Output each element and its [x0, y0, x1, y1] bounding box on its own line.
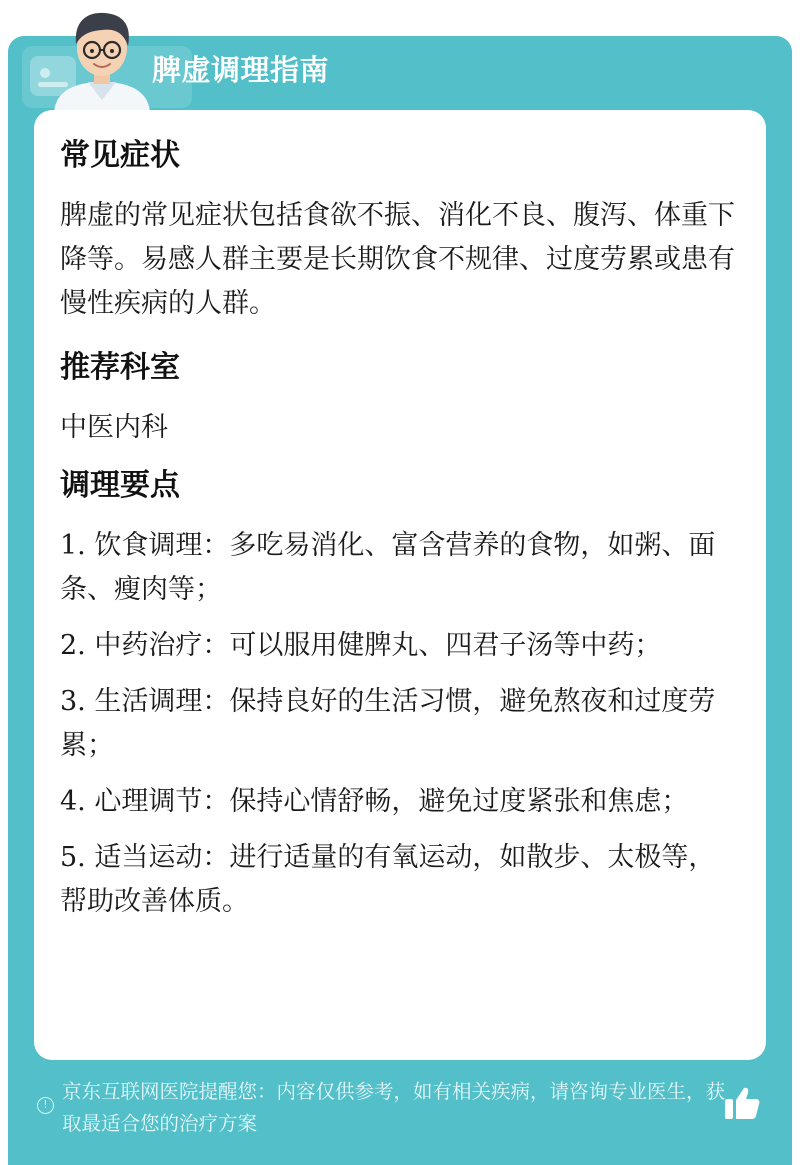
- list-item-text: 心理调节：保持心情舒畅，避免过度紧张和焦虑；: [85, 786, 689, 817]
- list-item-number: 2.: [60, 630, 86, 661]
- page-title: 脾虚调理指南: [152, 53, 330, 87]
- symptoms-heading: 常见症状: [60, 138, 180, 173]
- list-item-number: 3.: [60, 686, 86, 717]
- content-card: [34, 110, 766, 1060]
- list-item-text: 适当运动：进行适量的有氧运动，如散步、太极等，帮助改善体质。: [60, 842, 716, 917]
- list-item-number: 4.: [60, 786, 86, 817]
- list-item: [60, 780, 740, 824]
- doctor-avatar: [46, 4, 158, 112]
- thumbs-up-icon[interactable]: [722, 1084, 762, 1122]
- list-item-text: 饮食调理：多吃易消化、富含营养的食物，如粥、面条、瘦肉等；: [60, 530, 716, 605]
- list-item: [60, 680, 740, 768]
- info-icon: !: [37, 1097, 54, 1114]
- list-item-number: 1.: [60, 530, 86, 561]
- department-heading: 推荐科室: [60, 350, 180, 385]
- list-item-number: 5.: [60, 842, 86, 873]
- list-item-text: 中药治疗：可以服用健脾丸、四君子汤等中药；: [85, 630, 662, 661]
- symptoms-text: 脾虚的常见症状包括食欲不振、消化不良、腹泻、体重下降等。易感人群主要是长期饮食不规律、过度劳累或患有慢性疾病的人群。: [60, 200, 735, 319]
- footer-disclaimer: 京东互联网医院提醒您：内容仅供参考，如有相关疾病，请咨询专业医生，获取最适合您的治疗方案: [62, 1080, 726, 1135]
- list-item: [60, 836, 740, 924]
- list-item: [60, 624, 740, 668]
- list-item-text: 生活调理：保持良好的生活习惯，避免熬夜和过度劳累；: [60, 686, 716, 761]
- tips-heading: 调理要点: [60, 468, 180, 503]
- list-item: [60, 524, 740, 612]
- department-text: 中医内科: [60, 412, 168, 443]
- tips-list: [60, 524, 740, 924]
